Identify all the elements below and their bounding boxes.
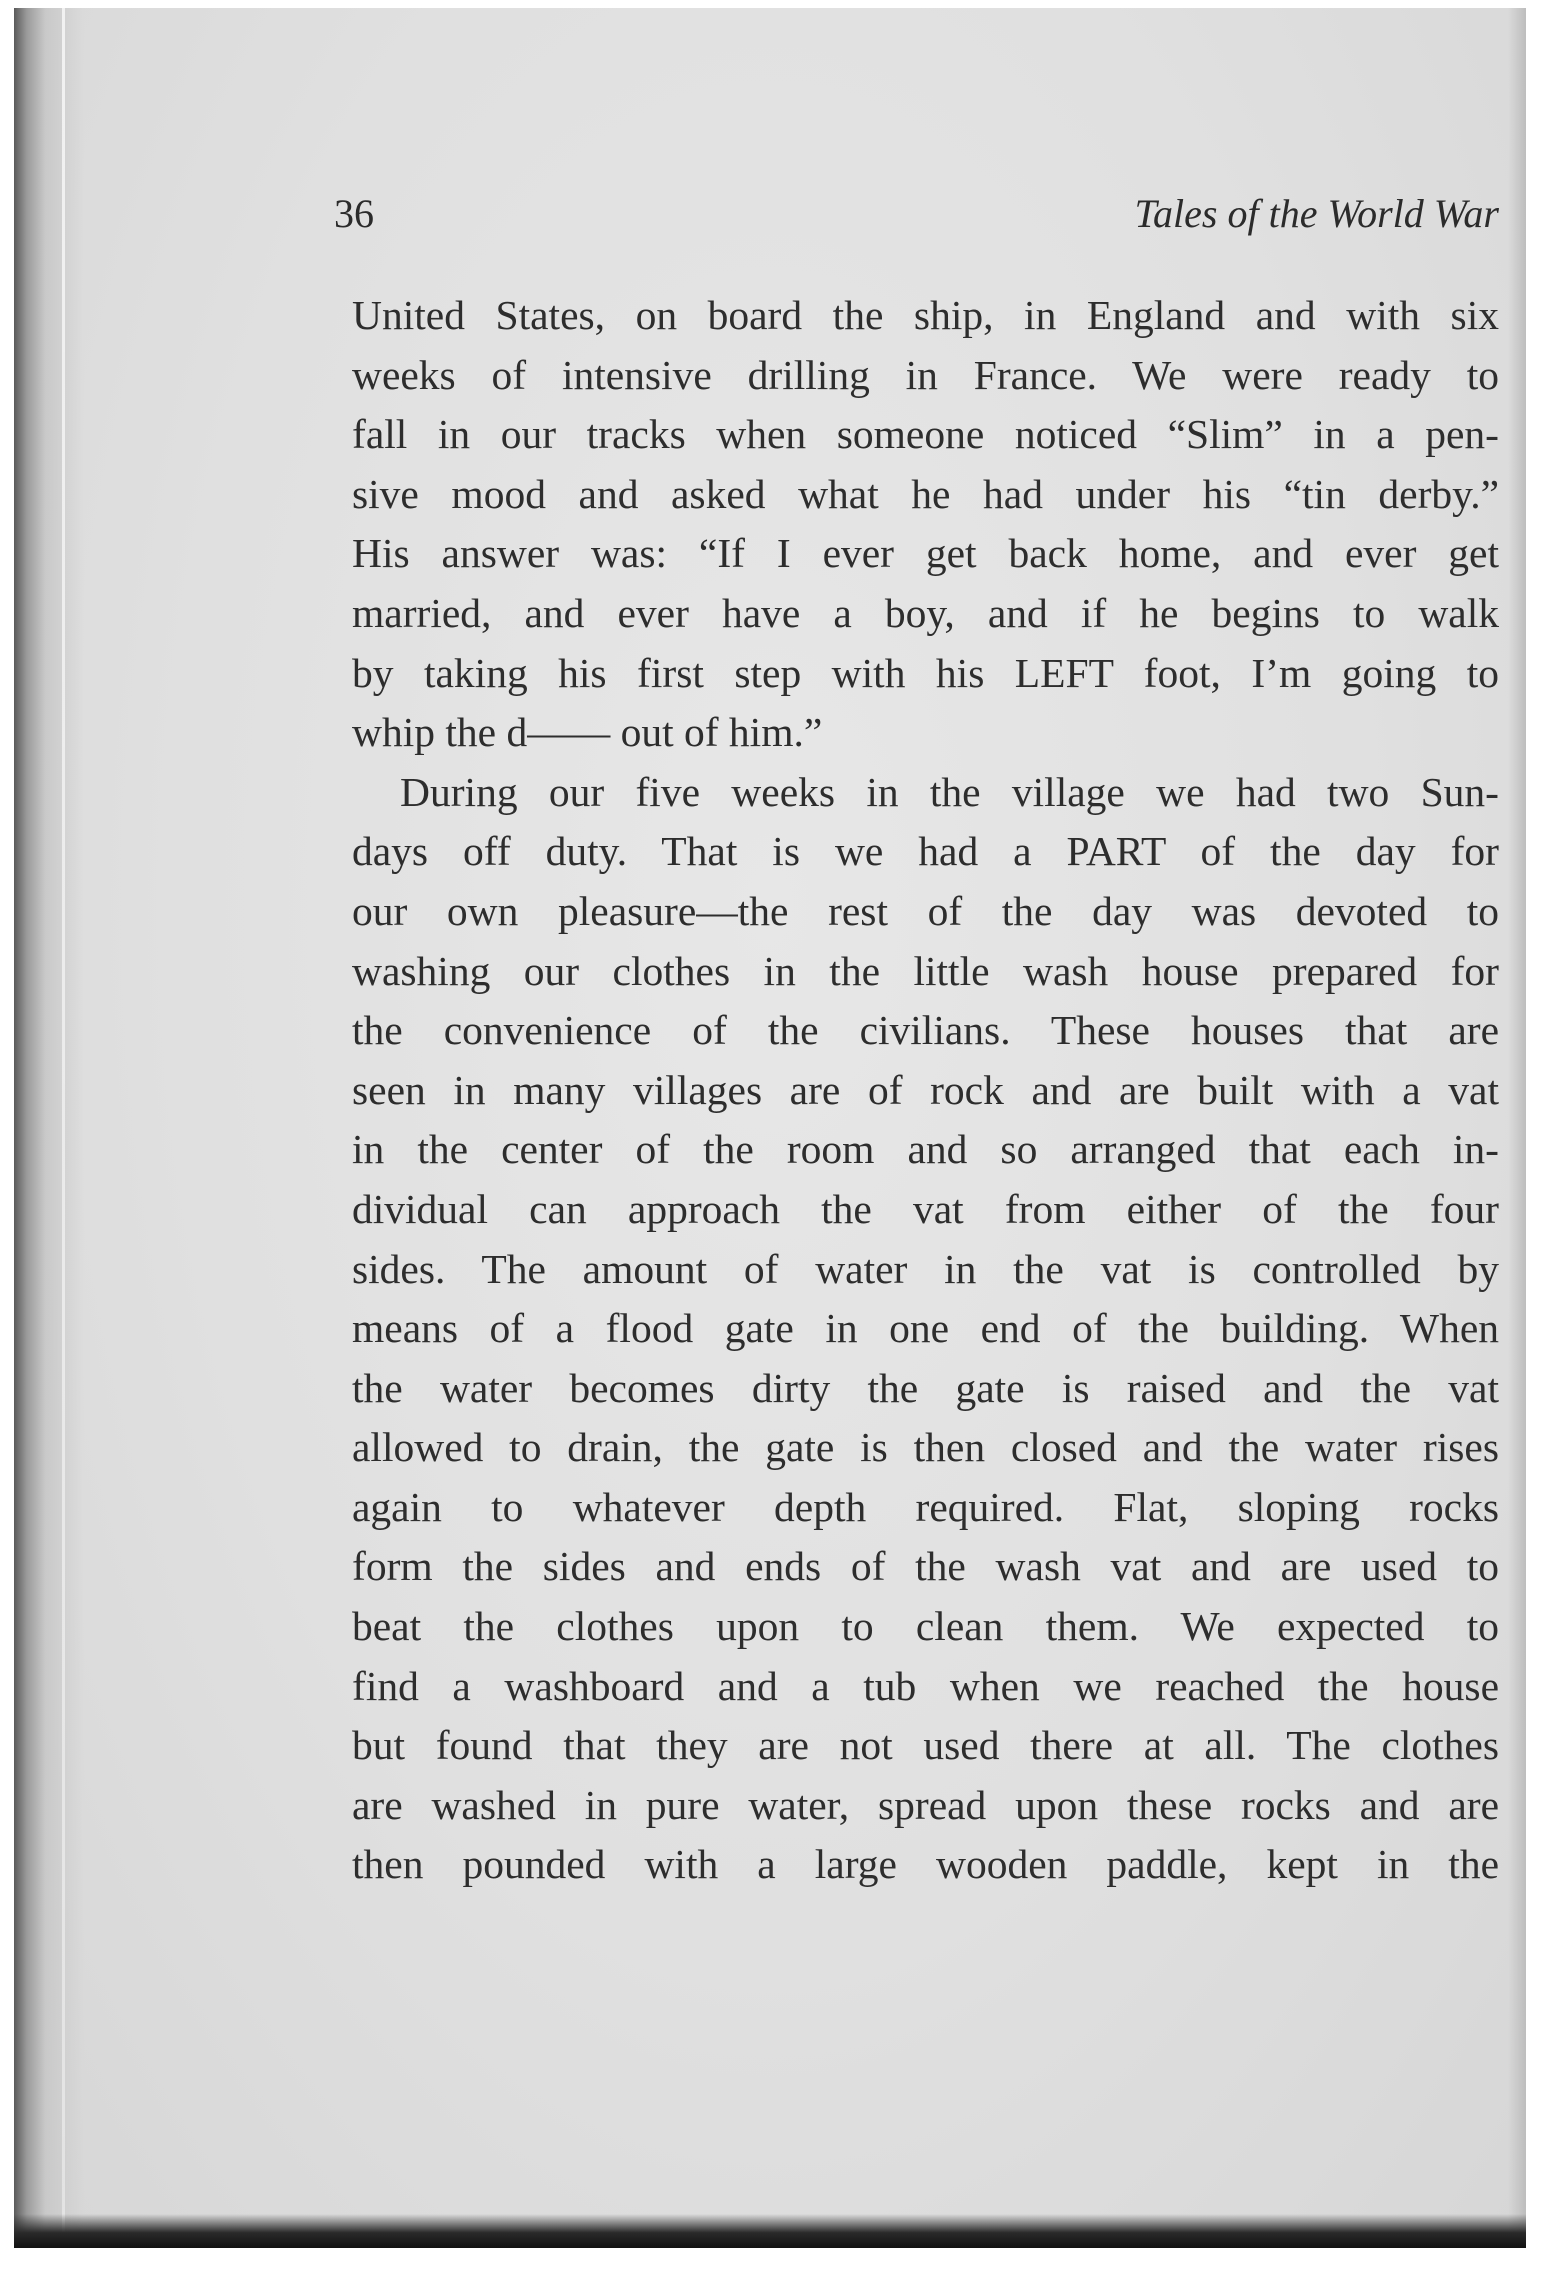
page-header (334, 180, 1499, 240)
text-line: our own pleasure—the rest of the day was devoted to (352, 887, 1499, 934)
text-line: days off duty. That is we had a PART of the day for (352, 828, 1499, 875)
page-bottom-edge (14, 2214, 1526, 2248)
paragraph (352, 286, 1499, 763)
text-line: by taking his first step with his LEFT foot, I’m going to (352, 649, 1499, 696)
spine-shadow (14, 8, 84, 2248)
text-line: in the center of the room and so arranged that each in- (352, 1126, 1499, 1173)
text-line: sive mood and asked what he had under his “tin derby.” (352, 470, 1499, 517)
text-line: weeks of intensive drilling in France. We were ready to (352, 351, 1499, 398)
text-line: the water becomes dirty the gate is raised and the vat (352, 1364, 1499, 1411)
text-line: again to whatever depth required. Flat, sloping rocks (352, 1483, 1499, 1530)
text-line: United States, on board the ship, in England and with six (352, 292, 1499, 338)
spine-crease (62, 8, 65, 2248)
paragraph (352, 763, 1499, 1895)
text-line: fall in our tracks when someone noticed “Slim” in a pen- (352, 411, 1499, 458)
page-right-edge (1508, 8, 1526, 2248)
text-line: are washed in pure water, spread upon these rocks and are (352, 1781, 1499, 1828)
page-number: 36 (334, 191, 374, 236)
text-line: beat the clothes upon to clean them. We expected to (352, 1603, 1499, 1650)
text-line: form the sides and ends of the wash vat and are used to (352, 1543, 1499, 1590)
text-line: His answer was: “If I ever get back home, and ever get (352, 530, 1499, 577)
text-line: married, and ever have a boy, and if he begins to walk (352, 589, 1499, 636)
text-line: find a washboard and a tub when we reached the house (352, 1662, 1499, 1709)
text-line: sides. The amount of water in the vat is controlled by (352, 1245, 1499, 1292)
text-line: means of a flood gate in one end of the building. When (352, 1305, 1499, 1352)
text-line: dividual can approach the vat from either of the four (352, 1185, 1499, 1232)
text-line: During our five weeks in the village we had two Sun- (400, 768, 1499, 815)
text-line: allowed to drain, the gate is then closed and the water rises (352, 1424, 1499, 1471)
body-text (352, 286, 1499, 1895)
running-head: Tales of the World War (1134, 191, 1499, 236)
text-line: seen in many villages are of rock and are built with a vat (352, 1066, 1499, 1113)
text-line: but found that they are not used there at all. The clothes (352, 1722, 1499, 1769)
text-line: washing our clothes in the little wash house prepared for (352, 947, 1499, 994)
book-page (14, 8, 1526, 2248)
text-line: the convenience of the civilians. These houses that are (352, 1007, 1499, 1054)
text-line: whip the d—— out of him.” (352, 709, 823, 756)
text-line: then pounded with a large wooden paddle, kept in the (352, 1841, 1499, 1888)
